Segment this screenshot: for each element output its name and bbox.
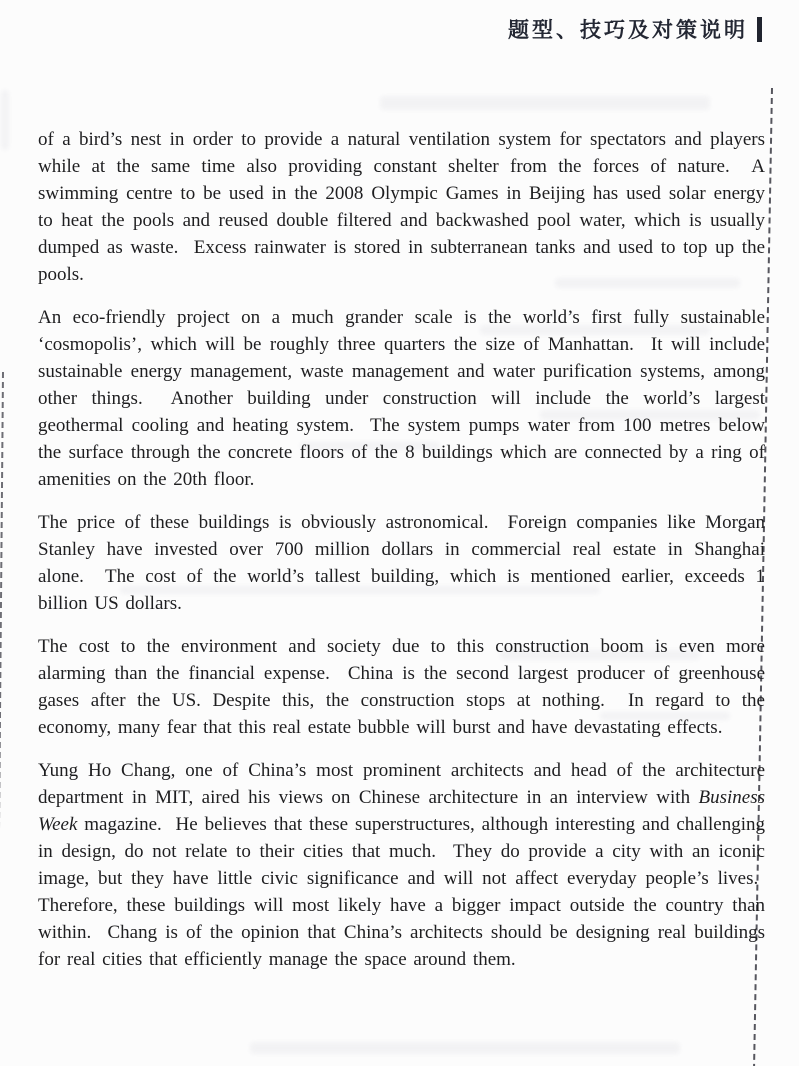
paragraph-4 (38, 633, 765, 741)
paragraph-5-text-tail: magazine. He believes that these superstructures, although interesting and challenging in design, do not relate to their cities that much. They do provide a city with an iconic image, but they have little civic significance and will not affect everyday people’s lives. Therefore, these buildings will most likely have a bigger impact outside the country than within. Chang is of the opinion that China’s architects should be designing real buildings for real cities that efficiently manage the space around them. (38, 814, 765, 970)
paragraph-5-text-lead: Yung Ho Chang, one of China’s most prominent architects and head of the architecture department in MIT, aired his views on Chinese architecture in an interview with (38, 760, 765, 808)
bleed-through-artifact (380, 96, 710, 110)
paragraph-5 (38, 757, 765, 973)
paragraph-2 (38, 304, 765, 493)
running-header-title: 题型、技巧及对策说明 (508, 18, 748, 42)
paragraph-3 (38, 509, 765, 617)
paragraph-1-text: of a bird’s nest in order to provide a natural ventilation system for spectators and players while at the same time also providing constant shelter from the forces of nature. A swimming centre to be used in the 2008 Olympic Games in Beijing has used solar energy to heat the pools and reused double filtered and backwashed pool water, which is usually dumped as waste. Excess rainwater is stored in subterranean tanks and used to top up the pools. (38, 129, 765, 285)
paragraph-4-text: The cost to the environment and society due to this construction boom is even more alarming than the financial expense. China is the second largest producer of greenhouse gases after the US. Despite this, the construction stops at nothing. In regard to the economy, many fear that this real estate bubble will burst and have devastating effects. (38, 636, 765, 738)
header-bar-mark (757, 17, 762, 42)
bleed-through-artifact (1, 90, 9, 150)
bleed-through-artifact (250, 1042, 680, 1054)
paragraph-1 (38, 126, 765, 288)
paragraph-3-text: The price of these buildings is obviously astronomical. Foreign companies like Morgan Stanley have invested over 700 million dollars in commercial real estate in Shanghai alone. The cost of the world’s tallest building, which is mentioned earlier, exceeds 1 billion US dollars. (38, 512, 765, 614)
left-page-edge-dashed-line (0, 372, 4, 1048)
paragraph-2-text: An eco-friendly project on a much grander scale is the world’s first fully sustainable ‘cosmopolis’, which will be roughly three quarters the size of Manhattan. It will include sustainable energy management, waste management and water purification systems, among other things. Another building under construction will include the world’s largest geothermal cooling and heating system. The system pumps water from 100 metres below the surface through the concrete floors of the 8 buildings which are connected by a ring of amenities on the 20th floor. (38, 307, 765, 490)
body-text (38, 126, 765, 989)
running-header (508, 14, 762, 44)
magazine-name-italic: Business Week (38, 787, 765, 835)
